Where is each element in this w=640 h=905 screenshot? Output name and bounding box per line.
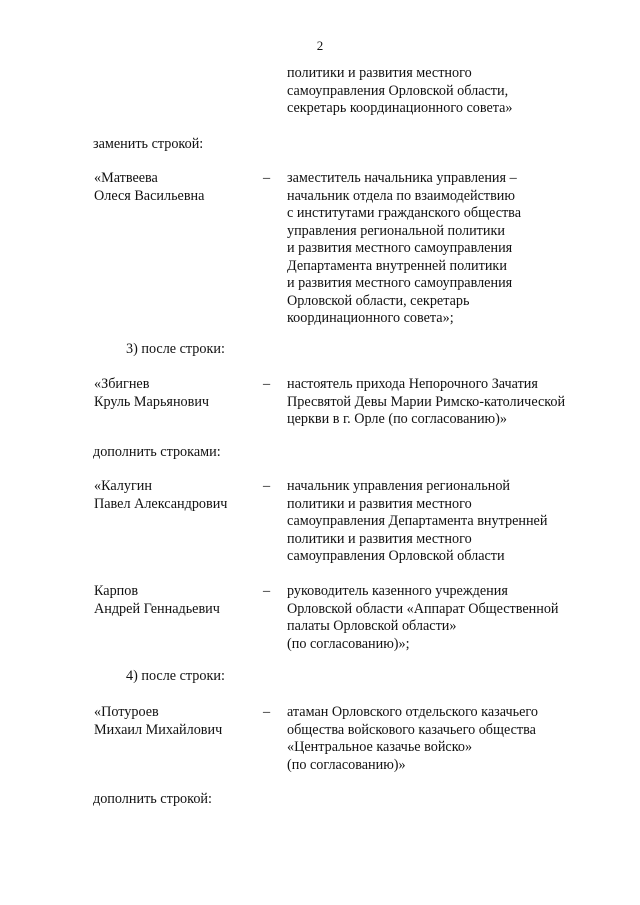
text-line: «Центральное казачье войско» [287,739,473,755]
instruction-add-line: дополнить строкой: [93,791,212,807]
text-line: самоуправления Департамента внутренней [287,513,548,529]
name-line: Михаил Михайлович [94,721,223,738]
text-line: Пресвятой Девы Марии Римско-католической [287,393,566,410]
position-description [287,376,587,429]
text-line: и развития местного самоуправления [287,240,513,256]
text-line: заместитель начальника управления – [287,170,517,186]
text-line: политики и развития местного [287,65,472,81]
dash-separator: – [263,170,271,186]
text-line: палаты Орловской области» [287,618,457,634]
text-line: и развития местного самоуправления [287,275,513,291]
person-name [94,583,259,618]
text-line: настоятель прихода Непорочного Зачатия [287,376,538,392]
text-line: общества войскового казачьего общества [287,721,536,738]
person-name [94,704,259,739]
position-description [287,704,587,774]
text-line: руководитель казенного учреждения [287,583,508,599]
dash-separator: – [263,376,271,392]
text-line: самоуправления Орловской области [287,548,505,564]
position-description [287,478,587,566]
text-line: управления региональной политики [287,222,505,239]
text-line: церкви в г. Орле (по согласованию)» [287,411,507,427]
text-line: начальник управления региональной [287,478,511,494]
text-line: политики и развития местного [287,495,472,512]
instruction-add-lines: дополнить строками: [93,444,221,460]
text-line: самоуправления Орловской области, [287,82,509,99]
instruction-item-3: 3) после строки: [126,341,225,357]
text-line: атаман Орловского отдельского казачьего [287,704,538,720]
dash-separator: – [263,704,271,720]
person-name [94,478,259,513]
name-line: Круль Марьянович [94,393,210,410]
name-line: «Збигнев [94,376,150,392]
person-name [94,170,259,205]
name-line: Олеся Васильевна [94,187,205,204]
page-number: 2 [316,38,324,53]
name-line: Павел Александрович [94,495,228,512]
text-line: секретарь координационного совета» [287,100,513,116]
name-line: «Потуроев [94,704,159,720]
text-line: политики и развития местного [287,530,472,547]
text-line: (по согласованию)» [287,756,406,773]
instruction-item-4: 4) после строки: [126,668,225,684]
continuation-text [287,65,587,118]
name-line: «Матвеева [94,170,158,186]
name-line: «Калугин [94,478,152,494]
instruction-replace: заменить строкой: [93,136,204,152]
name-line: Карпов [94,583,139,599]
text-line: координационного совета»; [287,310,454,326]
text-line: Департамента внутренней политики [287,257,507,274]
person-name [94,376,259,411]
dash-separator: – [263,478,271,494]
dash-separator: – [263,583,271,599]
position-description [287,583,587,653]
text-line: с институтами гражданского общества [287,205,521,221]
text-line: Орловской области «Аппарат Общественной [287,600,559,617]
text-line: начальник отдела по взаимодействию [287,187,515,204]
name-line: Андрей Геннадьевич [94,600,220,617]
text-line: (по согласованию)»; [287,635,410,652]
position-description [287,170,587,328]
text-line: Орловской области, секретарь [287,292,470,309]
